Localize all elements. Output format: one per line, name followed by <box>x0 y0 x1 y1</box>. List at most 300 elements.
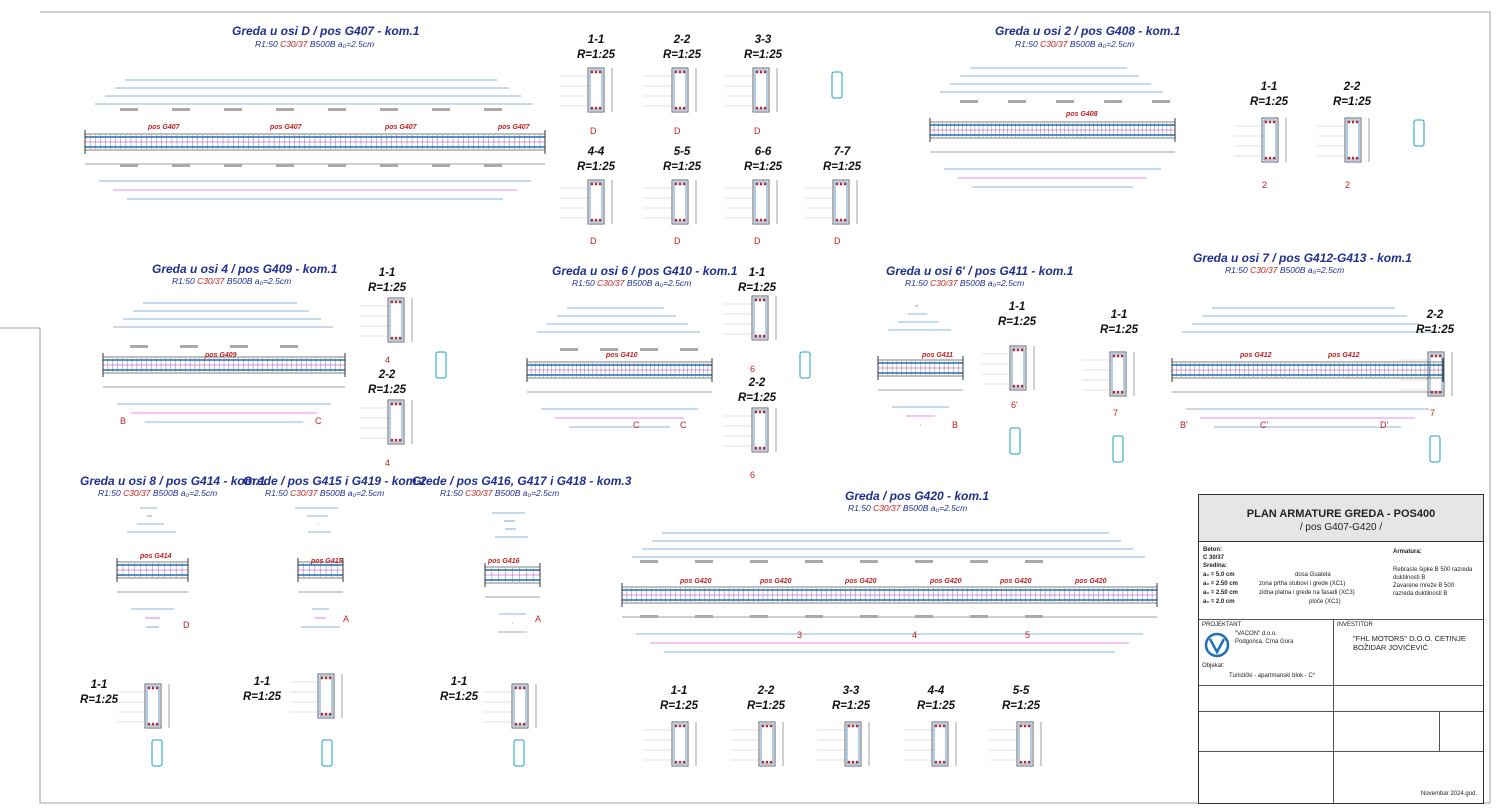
section-heading: 5-5 R=1:25 <box>663 146 702 173</box>
rebar-dot <box>395 337 398 340</box>
section-heading: 2-2 R=1:25 <box>663 34 702 61</box>
stirrup-shape <box>514 740 524 766</box>
beam-title: Greda u osi 2 / pos G408 - kom.1 <box>995 24 1181 38</box>
rebar-dot <box>1269 157 1272 160</box>
rebar-dot <box>152 723 155 726</box>
section-outline <box>1010 346 1026 390</box>
rebar-dot <box>591 183 594 186</box>
rebar-dot <box>848 761 851 764</box>
rebar-dot <box>764 107 767 110</box>
bar-label-mark <box>120 108 138 111</box>
projektant-label: PROJEKTANT <box>1202 622 1242 628</box>
bar-label-mark <box>640 348 658 351</box>
bar-label-mark <box>380 164 398 167</box>
rebar-dot <box>1352 157 1355 160</box>
section-stirrup <box>847 724 859 764</box>
section-outline <box>672 722 688 766</box>
section-mark: C <box>680 420 687 430</box>
pos-label: pos G420 <box>930 578 962 585</box>
rebar-dot <box>1356 121 1359 124</box>
sredina-label: Sredina: <box>1203 563 1228 569</box>
section-stirrup <box>590 70 602 110</box>
beton-label: Beton: <box>1203 547 1222 553</box>
rebar-dot <box>523 687 526 690</box>
rebar-dot <box>1439 391 1442 394</box>
section-outline <box>753 68 769 112</box>
section-mark: A <box>343 614 350 624</box>
rebar-dot <box>764 71 767 74</box>
title-block <box>1198 494 1484 804</box>
cover-value: a₀ = 2.50 cm <box>1203 590 1238 596</box>
rebar-dot <box>1352 121 1355 124</box>
pos-label: pos G407 <box>148 124 180 131</box>
rebar-dot <box>156 687 159 690</box>
rebar-dot <box>1273 157 1276 160</box>
bar-label-mark <box>860 615 878 618</box>
bar-label-mark <box>960 100 978 103</box>
cover-desc: zona prtha stubovi i grede (XC1) <box>1259 581 1346 587</box>
section-outline <box>1345 118 1361 162</box>
rebar-dot <box>1435 391 1438 394</box>
section-stirrup <box>674 182 686 222</box>
rebar-dot <box>1348 121 1351 124</box>
section-mark: C <box>315 416 322 426</box>
section-stirrup <box>754 410 766 450</box>
section-heading: 1-1 R=1:25 <box>1250 81 1289 108</box>
section-mark: B' <box>1180 420 1188 430</box>
rebar-dot <box>675 71 678 74</box>
section-heading: 1-1 R=1:25 <box>80 679 119 706</box>
rebar-dot <box>763 411 766 414</box>
rebar-dot <box>679 107 682 110</box>
beam-spec: R1:50 C30/37 B500B a₀=2.5cm <box>98 488 218 498</box>
rebar-dot <box>759 335 762 338</box>
section-mark: D <box>590 126 597 136</box>
section-outline <box>845 722 861 766</box>
rebar-dot <box>599 107 602 110</box>
title-block-header <box>1199 495 1483 542</box>
rebar-dot <box>840 183 843 186</box>
section-heading: 1-1 R=1:25 <box>368 267 407 294</box>
section-mark: D' <box>1380 420 1389 430</box>
rebar-dot <box>766 725 769 728</box>
rebar-dot <box>395 403 398 406</box>
rebar-dot <box>943 725 946 728</box>
rebar-dot <box>836 183 839 186</box>
section-stirrup <box>320 676 332 716</box>
stirrup-shape <box>322 740 332 766</box>
rebar-dot <box>1021 385 1024 388</box>
rebar-dot <box>591 107 594 110</box>
rebar-dot <box>391 337 394 340</box>
rebar-dot <box>1013 385 1016 388</box>
section-heading: 4-4 R=1:25 <box>917 685 956 712</box>
rebar-dot <box>763 335 766 338</box>
rebar-dot <box>683 761 686 764</box>
rebar-dot <box>766 761 769 764</box>
section-outline <box>388 400 404 444</box>
beam-spec: R1:50 C30/37 B500B a₀=2.5cm <box>440 488 560 498</box>
bar-label-mark <box>432 108 450 111</box>
rebar-dot <box>683 725 686 728</box>
rebar-dot <box>1017 385 1020 388</box>
bar-label-mark <box>750 560 768 563</box>
pos-label: pos G409 <box>205 352 237 359</box>
rebar-dot <box>1265 121 1268 124</box>
section-outline <box>753 180 769 224</box>
bar-label-mark <box>276 108 294 111</box>
bar-label-mark <box>280 345 298 348</box>
bar-label-mark <box>328 164 346 167</box>
stirrup-shape <box>1414 120 1424 146</box>
pos-label: pos G408 <box>1066 111 1098 118</box>
vacon-logo-icon <box>1204 632 1230 658</box>
section-heading: 2-2 R=1:25 <box>368 369 407 396</box>
section-stirrup <box>1019 724 1031 764</box>
bar-label-mark <box>130 345 148 348</box>
rebar-dot <box>321 677 324 680</box>
pos-label: pos G411 <box>922 352 953 359</box>
section-mark: 6 <box>750 364 756 374</box>
objekat-value: Turistički - apartmanski blok - C* <box>1229 673 1316 679</box>
cover-desc: ploče (XC1) <box>1309 599 1341 605</box>
stirrup-shape <box>1113 436 1123 462</box>
section-heading: 1-1 R=1:25 <box>1100 309 1139 336</box>
rebar-dot <box>844 219 847 222</box>
section-mark: C' <box>1260 420 1269 430</box>
rebar-dot <box>325 713 328 716</box>
section-stirrup <box>835 182 847 222</box>
stirrup-shape <box>1010 428 1020 454</box>
bar-label-mark <box>224 164 242 167</box>
rebar-dot <box>152 687 155 690</box>
rebar-dot <box>399 403 402 406</box>
beam-title: Greda u osi 8 / pos G414 - kom.1 <box>80 474 266 488</box>
rebar-dot <box>675 183 678 186</box>
rebar-dot <box>763 299 766 302</box>
bar-label-mark <box>970 560 988 563</box>
rebar-dot <box>595 71 598 74</box>
drawing-subtitle: / pos G407-G420 / <box>1299 522 1383 533</box>
section-outline <box>1262 118 1278 162</box>
bar-label-mark <box>484 108 502 111</box>
rebar-dot <box>1273 121 1276 124</box>
rebar-dot <box>679 761 682 764</box>
section-mark: D <box>674 126 681 136</box>
rebar-dot <box>679 71 682 74</box>
beton-class: C 30/37 <box>1203 555 1225 561</box>
bar-label-mark <box>1104 100 1122 103</box>
rebar-dot <box>325 677 328 680</box>
rebar-dot <box>755 447 758 450</box>
section-heading: 6-6 R=1:25 <box>744 146 783 173</box>
rebar-dot <box>762 761 765 764</box>
bar-label-mark <box>328 108 346 111</box>
section-stirrup <box>1430 354 1442 394</box>
cover-desc: zidna platna i grede na fasadi (XC3) <box>1259 590 1355 596</box>
bar-label-mark <box>915 560 933 563</box>
rebar-dot <box>329 677 332 680</box>
section-mark: D <box>183 620 190 630</box>
objekat-label: Objekat: <box>1202 663 1225 669</box>
rebar-dot <box>770 761 773 764</box>
stirrup-shape <box>832 72 842 98</box>
bar-label-mark <box>484 164 502 167</box>
pos-label: pos G420 <box>1075 578 1107 585</box>
rebar-dot <box>756 183 759 186</box>
beam-title: Greda u osi D / pos G407 - kom.1 <box>232 24 420 38</box>
section-outline <box>752 408 768 452</box>
bar-label-mark <box>224 108 242 111</box>
section-outline <box>759 722 775 766</box>
rebar-dot <box>943 761 946 764</box>
rebar-dot <box>599 71 602 74</box>
rebar-dot <box>1020 761 1023 764</box>
bar-label-mark <box>805 560 823 563</box>
rebar-dot <box>683 107 686 110</box>
bar-label-mark <box>640 615 658 618</box>
section-mark: 2 <box>1262 180 1268 190</box>
armatura-line: razreda duktilnosti B <box>1393 591 1448 597</box>
section-heading: 4-4 R=1:25 <box>577 146 616 173</box>
beam-title: Grede / pos G415 i G419 - kom.2 <box>243 474 427 488</box>
pos-label: pos G420 <box>760 578 792 585</box>
stirrup-shape <box>436 352 446 378</box>
section-heading: 2-2 R=1:25 <box>1416 309 1455 336</box>
section-heading: 3-3 R=1:25 <box>832 685 871 712</box>
rebar-dot <box>399 301 402 304</box>
rebar-dot <box>939 725 942 728</box>
section-mark: D <box>754 126 761 136</box>
rebar-dot <box>763 447 766 450</box>
section-heading: 1-1 R=1:25 <box>660 685 699 712</box>
section-mark: C <box>633 420 640 430</box>
section-heading: 2-2 R=1:25 <box>1333 81 1372 108</box>
rebar-dot <box>595 183 598 186</box>
rebar-dot <box>1020 725 1023 728</box>
rebar-dot <box>148 687 151 690</box>
section-mark: A <box>535 614 542 624</box>
rebar-dot <box>599 219 602 222</box>
rebar-dot <box>1028 761 1031 764</box>
bar-label-mark <box>750 615 768 618</box>
beam-spec: R1:50 C30/37 B500B a₀=2.5cm <box>265 488 385 498</box>
section-mark: 5 <box>1025 630 1031 640</box>
section-mark: D <box>834 236 841 246</box>
rebar-dot <box>675 725 678 728</box>
rebar-dot <box>1028 725 1031 728</box>
rebar-dot <box>519 687 522 690</box>
bar-label-mark <box>1152 100 1170 103</box>
rebar-dot <box>1024 761 1027 764</box>
section-outline <box>752 296 768 340</box>
beam-spec: R1:50 C30/37 B500B a₀=2.5cm <box>905 278 1025 288</box>
section-heading: 1-1 R=1:25 <box>998 301 1037 328</box>
rebar-dot <box>856 761 859 764</box>
section-outline <box>672 180 688 224</box>
pos-label: pos G407 <box>270 124 302 131</box>
section-stirrup <box>754 298 766 338</box>
rebar-dot <box>770 725 773 728</box>
pos-label: pos G407 <box>385 124 417 131</box>
rebar-dot <box>1021 349 1024 352</box>
rebar-dot <box>1117 355 1120 358</box>
rebar-dot <box>329 713 332 716</box>
armatura-line: Zavarene mreže B 500 <box>1393 583 1455 589</box>
stirrup-shape <box>800 352 810 378</box>
rebar-dot <box>844 183 847 186</box>
rebar-dot <box>395 439 398 442</box>
rebar-dot <box>679 725 682 728</box>
rebar-dot <box>395 301 398 304</box>
section-heading: 7-7 R=1:25 <box>823 146 862 173</box>
section-outline <box>1017 722 1033 766</box>
rebar-dot <box>399 439 402 442</box>
section-stirrup <box>1112 354 1124 394</box>
rebar-dot <box>683 183 686 186</box>
rebar-dot <box>764 183 767 186</box>
rebar-dot <box>759 299 762 302</box>
pos-label: pos G410 <box>606 352 638 359</box>
section-stirrup <box>390 402 402 442</box>
rebar-dot <box>836 219 839 222</box>
investitor-person: BOŽIDAR JOVIĆEVIĆ <box>1353 643 1429 652</box>
rebar-dot <box>1113 391 1116 394</box>
bar-label-mark <box>680 348 698 351</box>
section-mark: 6' <box>1011 400 1018 410</box>
rebar-dot <box>595 219 598 222</box>
beam-spec: R1:50 C30/37 B500B a₀=2.5cm <box>572 278 692 288</box>
armatura-line: duktilnosti B <box>1393 575 1426 581</box>
armatura-label: Armatura: <box>1393 549 1422 555</box>
beam-spec: R1:50 C30/37 B500B a₀=2.5cm <box>848 503 968 513</box>
section-stirrup <box>674 70 686 110</box>
section-heading: 1-1 R=1:25 <box>738 267 777 294</box>
rebar-dot <box>1013 349 1016 352</box>
rebar-dot <box>399 337 402 340</box>
section-mark: D <box>590 236 597 246</box>
rebar-dot <box>1431 355 1434 358</box>
investitor-label: INVESTITOR <box>1337 622 1373 628</box>
section-mark: 3 <box>797 630 803 640</box>
section-outline <box>932 722 948 766</box>
rebar-dot <box>599 183 602 186</box>
rebar-dot <box>759 447 762 450</box>
section-heading: 3-3 R=1:25 <box>744 34 783 61</box>
rebar-dot <box>683 219 686 222</box>
rebar-dot <box>595 107 598 110</box>
beam-title: Greda u osi 6' / pos G411 - kom.1 <box>886 264 1074 278</box>
pos-label: pos G412 <box>1240 352 1272 359</box>
section-mark: B <box>120 416 127 426</box>
rebar-dot <box>391 439 394 442</box>
section-stirrup <box>1012 348 1024 388</box>
beam-title: Greda u osi 4 / pos G409 - kom.1 <box>152 262 338 276</box>
section-stirrup <box>674 724 686 764</box>
section-stirrup <box>934 724 946 764</box>
rebar-dot <box>759 411 762 414</box>
pos-label: pos G414 <box>140 553 172 560</box>
cover-value: a₀ = 2.0 cm <box>1203 599 1235 605</box>
drawing-title: PLAN ARMATURE GREDA - POS400 <box>1246 508 1436 520</box>
rebar-dot <box>755 335 758 338</box>
cover-value: a₀ = 5.0 cm <box>1203 572 1235 578</box>
rebar-dot <box>755 411 758 414</box>
section-stirrup <box>147 686 159 726</box>
section-outline <box>318 674 334 718</box>
rebar-dot <box>1269 121 1272 124</box>
section-mark: 4 <box>912 630 918 640</box>
rebar-dot <box>848 725 851 728</box>
section-outline <box>1110 352 1126 396</box>
bar-label-mark <box>1056 100 1074 103</box>
rebar-dot <box>321 713 324 716</box>
rebar-dot <box>935 761 938 764</box>
bar-label-mark <box>172 164 190 167</box>
section-mark: 7 <box>1430 408 1436 418</box>
bar-label-mark <box>230 345 248 348</box>
bar-label-mark <box>120 164 138 167</box>
section-mark: 7 <box>1113 408 1119 418</box>
rebar-dot <box>515 687 518 690</box>
rebar-dot <box>591 219 594 222</box>
rebar-dot <box>852 761 855 764</box>
beam-spec: R1:50 C30/37 B500B a₀=2.5cm <box>1225 265 1345 275</box>
beam-title: Greda / pos G420 - kom.1 <box>845 489 990 503</box>
rebar-dot <box>760 71 763 74</box>
rebar-dot <box>675 761 678 764</box>
rebar-dot <box>856 725 859 728</box>
bar-label-mark <box>915 615 933 618</box>
rebar-dot <box>679 219 682 222</box>
section-heading: 2-2 R=1:25 <box>747 685 786 712</box>
bar-label-mark <box>380 108 398 111</box>
stirrup-shape <box>1430 436 1440 462</box>
bar-label-mark <box>695 615 713 618</box>
rebar-dot <box>756 219 759 222</box>
bar-label-mark <box>1025 560 1043 563</box>
bar-label-mark <box>1025 615 1043 618</box>
section-outline <box>588 68 604 112</box>
rebar-dot <box>1121 355 1124 358</box>
date: Novembar 2024.god. <box>1421 791 1478 797</box>
rebar-dot <box>762 725 765 728</box>
bar-label-mark <box>970 615 988 618</box>
section-heading: 1-1 R=1:25 <box>243 676 282 703</box>
beam-title: Greda u osi 6 / pos G410 - kom.1 <box>552 264 738 278</box>
bar-label-mark <box>1008 100 1026 103</box>
pos-label: pos G420 <box>845 578 877 585</box>
rebar-dot <box>935 725 938 728</box>
section-mark: 4 <box>385 355 391 365</box>
rebar-dot <box>756 107 759 110</box>
bar-label-mark <box>695 560 713 563</box>
rebar-dot <box>1265 157 1268 160</box>
rebar-dot <box>1435 355 1438 358</box>
armatura-line: Rebraste šipke B 500 razreda <box>1393 567 1473 573</box>
pos-label: pos G420 <box>1000 578 1032 585</box>
section-heading: 5-5 R=1:25 <box>1002 685 1041 712</box>
rebar-dot <box>1439 355 1442 358</box>
section-outline <box>388 298 404 342</box>
cover-desc: dosa Guatela <box>1295 572 1331 578</box>
rebar-dot <box>1356 157 1359 160</box>
rebar-dot <box>148 723 151 726</box>
bar-label-mark <box>805 615 823 618</box>
section-stirrup <box>390 300 402 340</box>
pos-label: pos G412 <box>1328 352 1360 359</box>
beam-title: Grede / pos G416, G417 i G418 - kom.3 <box>412 474 632 488</box>
